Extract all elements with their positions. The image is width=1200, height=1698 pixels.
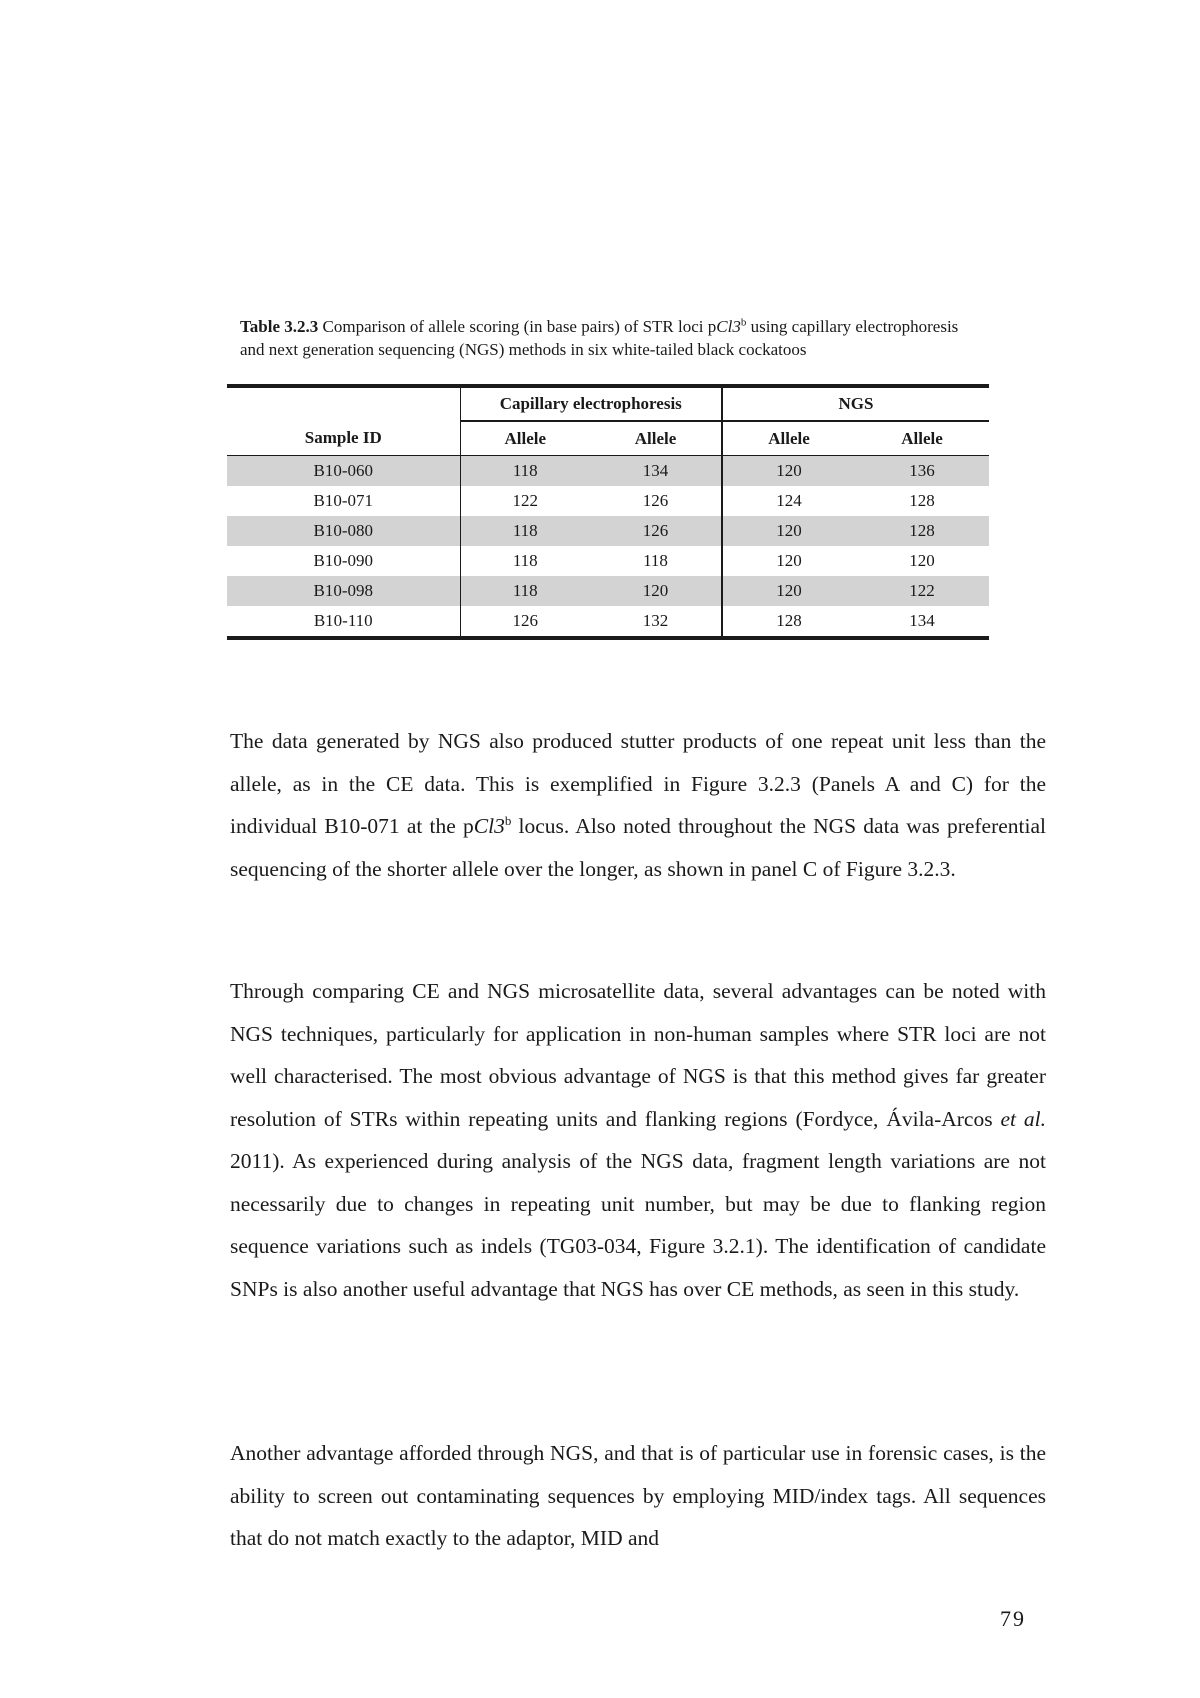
table-row [227, 516, 989, 546]
ce-allele-cell: 118 [460, 516, 590, 546]
allele-header: Allele [722, 421, 855, 456]
sample-id-cell: B10-080 [227, 516, 460, 546]
ce-allele-cell: 122 [460, 486, 590, 516]
paragraph-text: locus. Also noted throughout the NGS data was preferential sequencing of the shorter allele over the longer, as shown in panel C of Figure 3.2.3. [230, 814, 1047, 881]
ce-allele-cell: 118 [643, 551, 668, 570]
page-number: 79 [1000, 1606, 1026, 1631]
locus-sup: b [504, 812, 512, 828]
caption-text-end: using capillary electrophoresis and next generation sequencing (NGS) methods in six white-tailed black cockatoos [240, 317, 959, 359]
ce-allele-cell: 134 [590, 456, 722, 487]
allele-header: Allele [855, 421, 989, 456]
ngs-group-header: NGS [722, 386, 989, 421]
table-row [227, 576, 989, 606]
locus-name: Cl3 [473, 814, 505, 838]
ce-allele-cell: 118 [460, 576, 590, 606]
ngs-allele-cell: 124 [722, 486, 855, 516]
allele-header: Allele [460, 421, 590, 456]
ngs-allele-cell: 136 [855, 456, 989, 487]
paragraph-text: 2011). As experienced during analysis of the NGS data, fragment length variations are not necessarily due to changes in repeating unit number, but may be due to flanking region sequence variations such as indels (TG03-034, Figure 3.2.1). The identification of candidate SNPs is also another useful advantage that NGS has over CE methods, as seen in this study. [230, 1149, 1046, 1301]
table-row [227, 486, 989, 516]
table-label: Table 3.2.3 [240, 317, 319, 336]
table-row [227, 456, 989, 487]
ngs-allele-cell: 120 [722, 516, 855, 546]
ce-allele-cell: 126 [460, 606, 590, 638]
sample-id-cell: B10-071 [313, 491, 373, 510]
sample-id-cell: B10-060 [227, 456, 460, 487]
sample-id-header: Sample ID [227, 421, 460, 456]
ngs-allele-cell: 122 [855, 576, 989, 606]
sample-id-cell: B10-090 [313, 551, 373, 570]
ce-allele-cell: 118 [460, 546, 590, 576]
paragraph-text: The data generated by NGS also produced stutter products of one repeat unit less than the allele, as in the CE data. This is exemplified in Figure 3.2.3 (Panels A and C) for the individual B10-071 at the p [230, 729, 1046, 838]
sample-id-cell: B10-098 [227, 576, 460, 606]
citation-etal: et al. [1000, 1106, 1046, 1131]
body-paragraph-stutter [230, 720, 1046, 890]
table-row [227, 606, 989, 638]
ce-allele-cell: 126 [590, 516, 722, 546]
ngs-allele-cell: 120 [722, 576, 855, 606]
ngs-allele-cell: 120 [722, 456, 855, 487]
body-paragraph-advantages [230, 970, 1046, 1310]
ngs-allele-cell: 120 [722, 546, 855, 576]
ngs-allele-cell: 128 [722, 606, 855, 638]
table-row [227, 546, 989, 576]
sample-id-cell: B10-110 [227, 606, 460, 638]
ce-allele-cell: 126 [642, 491, 669, 510]
ce-group-header: Capillary electrophoresis [460, 386, 722, 421]
table-caption [240, 315, 980, 361]
body-paragraph-contamination: Another advantage afforded through NGS, and that is of particular use in forensic cases, is the ability to screen out contaminating sequences by employing MID/index tags. All sequences that do not match exactly to the adaptor, MID and [230, 1441, 1046, 1550]
ngs-allele-cell: 128 [855, 516, 989, 546]
ngs-allele-cell: 134 [855, 606, 989, 638]
ce-allele-cell: 132 [590, 606, 722, 638]
ce-allele-cell: 118 [460, 456, 590, 487]
paragraph-text: Through comparing CE and NGS microsatellite data, several advantages can be noted with NGS techniques, particularly for application in non-human samples where STR loci are not well characterised. The most obvious advantage of NGS is that this method gives far greater resolution of STRs within repeating units and flanking regions (Fordyce, Ávila-Arcos [230, 979, 1046, 1131]
caption-text: Comparison of allele scoring (in base pairs) of STR loci p [318, 317, 717, 336]
allele-table [227, 384, 989, 640]
table-column-header-row [227, 421, 989, 456]
caption-locus-sup: b [740, 316, 747, 329]
allele-header: Allele [590, 421, 722, 456]
ngs-allele-cell: 120 [909, 551, 935, 570]
table-corner [227, 386, 460, 421]
ngs-allele-cell: 128 [909, 491, 935, 510]
ce-allele-cell: 120 [590, 576, 722, 606]
table-group-header-row [227, 386, 989, 421]
caption-locus: Cl3 [716, 317, 741, 336]
